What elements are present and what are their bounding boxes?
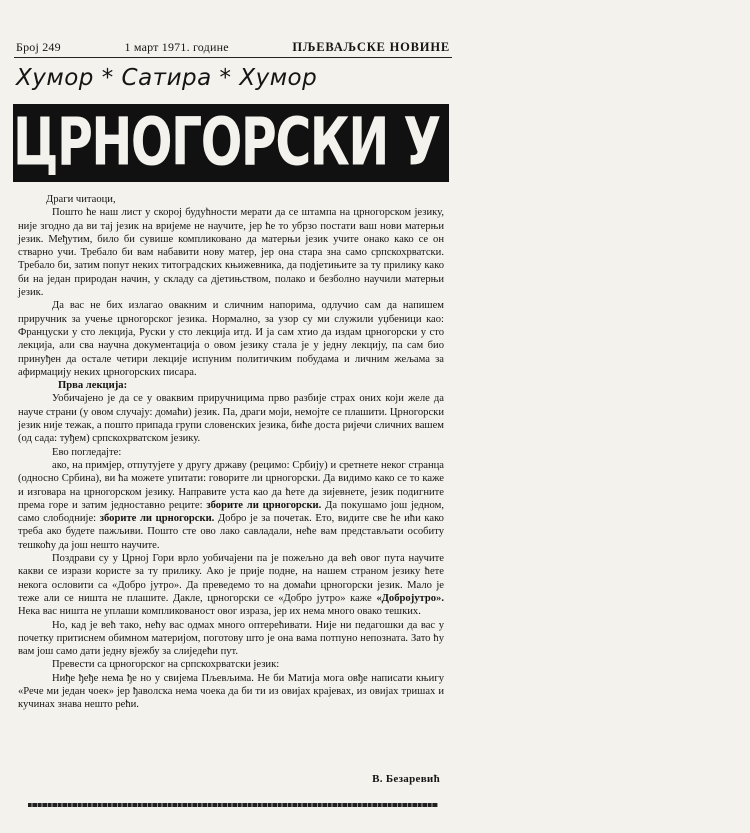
paragraph-text: Да покушамо још једном, само слободније:	[18, 499, 445, 525]
bold-phrase: зборите ли црногорски.	[206, 499, 322, 511]
article-paragraph	[18, 552, 444, 618]
masthead-rule	[14, 57, 452, 58]
lesson-heading: Прва лекција:	[58, 380, 128, 392]
author-signature: В. Безаревић	[372, 773, 440, 785]
article-paragraph	[18, 459, 444, 552]
article-paragraph: Уобичајено је да се у оваквим приручницима прво разбије страх оних који желе да науче страни (у овом случају: домаћи) језик. Па, драги моји, немојте се плашити. Црногорски језик није тежак, а пошто припада групи словенских језика, биће доста ријечи сличних вашем (од сада: туђем) српскохрватском језику.	[18, 393, 444, 445]
article-paragraph: Да вас не бих излагао овакним и сличним напорима, одлучио сам да напишем приручник за учење црногорског језика. Нормално, за узор су ми служили уџбеници као: Француски у сто лекција, Руски у сто лекција итд. И ја сам хтио да издам црногорски у сто лекција, али сва научна документација о овом језику стала је у једну лекцију, па сам био принуђен да остале четири лекције испуним политичким побудама и личним жељама за афирмацију неких црногорских писара.	[18, 300, 444, 378]
paragraph-text: Поздрави су у Црној Гори врло уобичајени па је пожељно да већ овог пута научите какви се изрази користе за ту прилику. Ако је прије подне, на нашем страном језику ћете некога ословити са «Добро јутро». Да преведемо то на домаћи црногорски језик. Мало је теже али се ништа не плашите. Дакле, црногорски се «Добро јутро» каже	[18, 553, 444, 604]
paragraph-text: ако, на примјер, отпутујете у другу државу (рецимо: Србију) и сретнете неког странца (односно Србина), ви ћа можете упитати: говорите ли црногорски. Да видимо како се то каже и изговара на црногорском језику. Направите уста као да ћете да зијевнете, језик подигните према горе и затим једноставно реците:	[18, 459, 444, 511]
bold-phrase: зборите ли црногорски.	[99, 513, 215, 525]
paragraph-text: Добро је за почетак. Ето, видите све ће ићи како треба ако будете пажљиви. Пошто сте ово лако савладали, неће вам представљати особиту тешкоћу да још нешто научите.	[18, 513, 444, 551]
article-paragraph: Превести са црногорског на српскохрватски језик:	[52, 659, 280, 671]
section-kicker: Хумор * Сатира * Хумор	[16, 65, 318, 91]
masthead	[16, 40, 450, 55]
article-paragraph: Ево погледајте:	[52, 446, 122, 458]
paragraph-text: Нека вас ништа не уплаши компликованост овог израза, јер их нема много овако тешких.	[18, 606, 421, 618]
article-paragraph: Пошто ће наш лист у скорој будућности мерати да се штампа на црногорском језику, није згодно да ви тај језик на вријеме не научите, јер ће то убрзо постати ваш нови матерњи језик. Међутим, било би сувише компликовано да матерњи језик учите онако како се он стварно учи. Требало би вам набавити нову матер, јер она стара зна само српскохрватски. Требало би, затим попут неких титоградских књижевника, да подјетињите за ту прилику како би на један природан начин, у складу са дјетињством, полако и безболно научили матерњи језик.	[18, 207, 444, 299]
article-paragraph: Ниђе ђеђе нема ђе но у свијема Пљевљима. Не би Матија мога овђе написати књигу «Рече ми један чоек» јер ђаволска нема чоека да би ти из овијах крајевах, из овијах тришах и кучинах знава нешто рећи.	[18, 672, 444, 711]
bottom-rule	[28, 803, 438, 807]
bold-phrase: «Добројутро».	[376, 592, 444, 604]
issue-date: 1 март 1971. године	[124, 40, 229, 54]
newspaper-name: ПЉЕВАЉСКЕ НОВИНЕ	[292, 40, 450, 54]
headline-banner	[13, 103, 750, 182]
article-paragraph: Но, кад је већ тако, нећу вас одмах много оптерећивати. Није ни педагошки да вас у почетку притиснем обимном материјом, поготову што је она вама потпуно непозната. Зато ћу вам још само дати једну вјежбу за слиједећи пут.	[18, 619, 444, 658]
article-greeting: Драги читаоци,	[46, 194, 116, 205]
headline-text: ЦРНОГОРСКИ У 5 ЛЕКЦИЈА	[13, 103, 750, 181]
article-body	[18, 193, 444, 712]
issue-number: Број 249	[16, 40, 61, 54]
